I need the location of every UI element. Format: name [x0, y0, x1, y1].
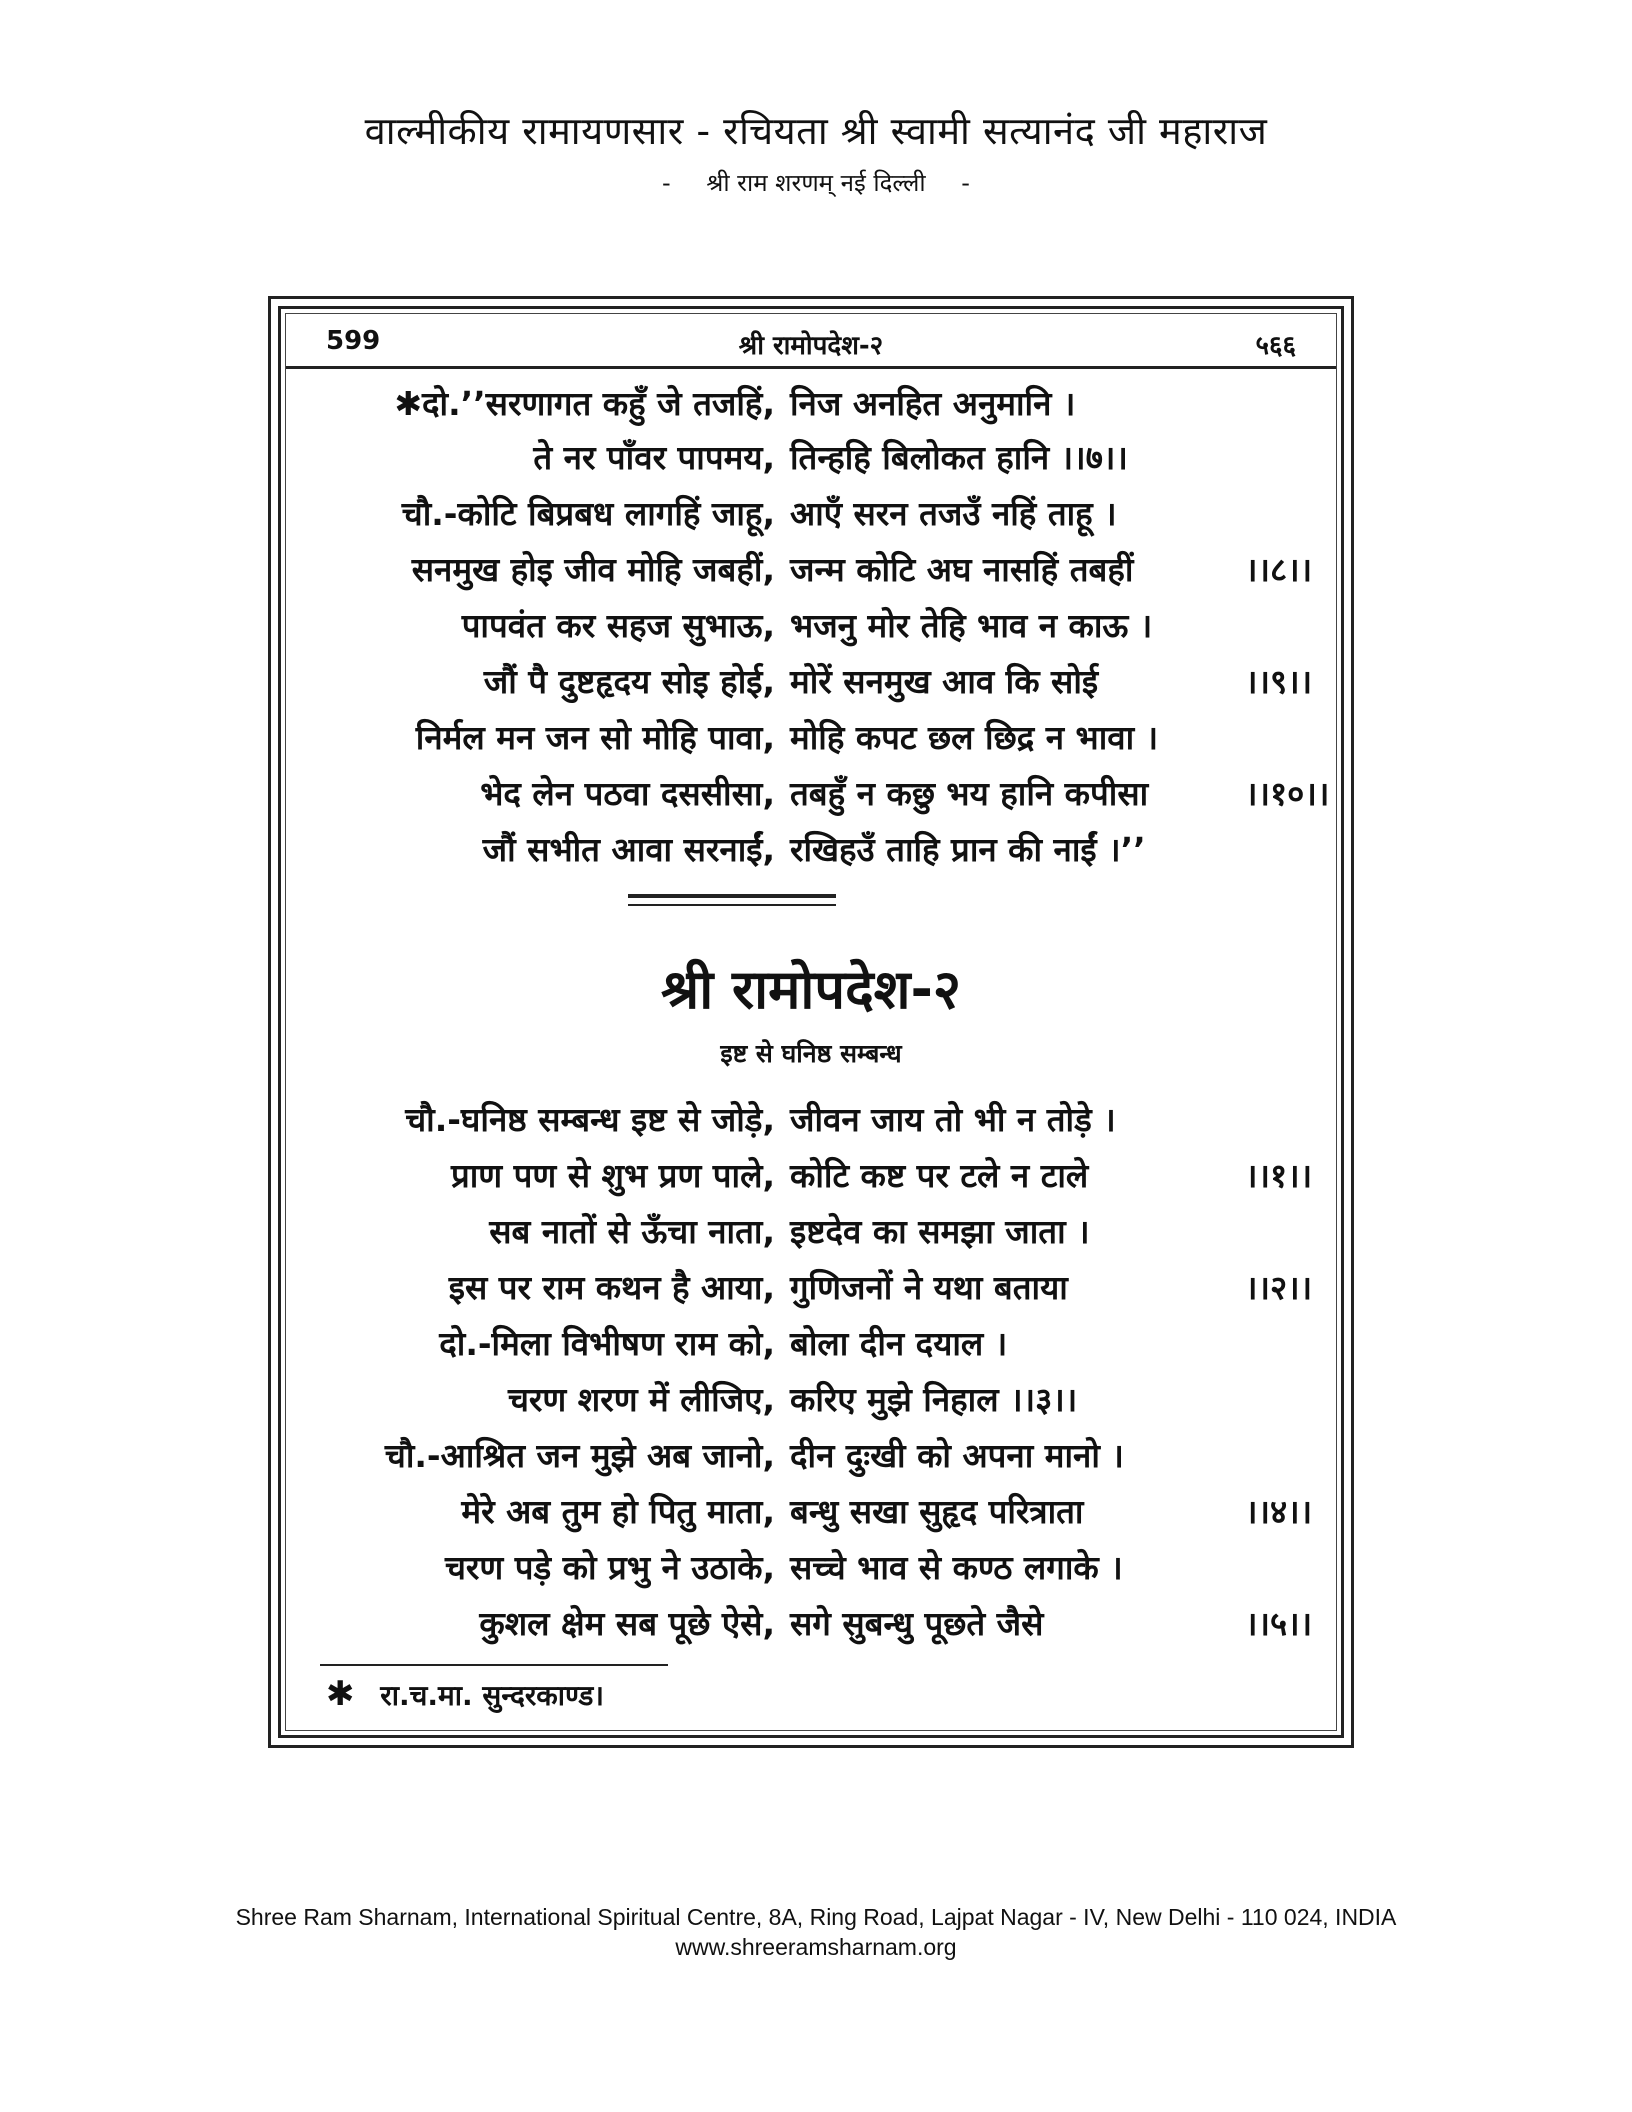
verse-left: मेरे अब तुम हो पितु माता, [461, 1492, 775, 1531]
footer-address: Shree Ram Sharnam, International Spiritual Centre, 8A, Ring Road, Lajpat Nagar - IV, New Delhi - 110 024, INDIA [235, 1904, 1397, 1930]
verse-right: सगे सुबन्धु पूछते जैसे [790, 1604, 1044, 1643]
verse-right: भजनु मोर तेहि भाव न काऊ । [790, 606, 1153, 645]
verse-right: दीन दुःखी को अपना मानो । [790, 1436, 1124, 1475]
verse-right: तिन्हहि बिलोकत हानि ।।७।। [790, 438, 1128, 477]
footer-url[interactable]: www.shreeramsharnam.org [675, 1934, 957, 1960]
verse-left: सब नातों से ऊँचा नाता, [489, 1212, 775, 1251]
verse-right: सच्चे भाव से कण्ठ लगाके । [790, 1548, 1123, 1587]
subtitle-text: श्री राम शरणम् नई दिल्ली [706, 169, 926, 197]
verse-left: इस पर राम कथन है आया, [448, 1268, 775, 1307]
section-title: श्री रामोपदेश-२ [661, 958, 961, 1021]
verse-left: निर्मल मन जन सो मोहि पावा, [415, 718, 775, 757]
verse-right: इष्टदेव का समझा जाता । [790, 1212, 1090, 1251]
verse-left: ते नर पाँवर पापमय, [533, 438, 775, 477]
verse-number: ।।८।। [1245, 550, 1313, 589]
verse-right: गुणिजनों ने यथा बताया [790, 1268, 1068, 1307]
verse-left: जौं सभीत आवा सरनाईं, [482, 830, 775, 869]
section-divider-thin [628, 904, 836, 906]
verse-line [0, 770, 1632, 820]
verse-right: तबहुँ न कछु भय हानि कपीसा [790, 774, 1149, 813]
verse-right: आएँ सरन तजउँ नहिं ताहू । [790, 494, 1117, 533]
verse-right: मोहि कपट छल छिद्र न भावा । [790, 718, 1159, 757]
section-subtitle: इष्ट से घनिष्ठ सम्बन्ध [720, 1039, 902, 1068]
verse-left: कुशल क्षेम सब पूछे ऐसे, [479, 1604, 775, 1643]
verse-left: भेद लेन पठवा दससीसा, [480, 774, 775, 813]
verse-right: निज अनहित अनुमानि । [790, 384, 1076, 423]
verse-left: चौ.-आश्रित जन मुझे अब जानो, [384, 1436, 775, 1475]
verse-number: ।।९।। [1245, 662, 1313, 701]
verse-line [0, 1600, 1632, 1650]
verse-left: पापवंत कर सहज सुभाऊ, [461, 606, 775, 645]
verse-line [0, 1376, 1632, 1426]
verse-left: जौं पै दुष्टहृदय सोइ होई, [483, 662, 775, 701]
footnote [326, 1674, 604, 1714]
verse-left: चरण पड़े को प्रभु ने उठाके, [444, 1548, 775, 1587]
verse-line [0, 602, 1632, 652]
document-header-subtitle [0, 166, 1632, 199]
verse-left: दो.-मिला विभीषण राम को, [439, 1324, 775, 1363]
verse-line [0, 1544, 1632, 1594]
verse-line [0, 546, 1632, 596]
verse-line [0, 826, 1632, 876]
verse-right: जन्म कोटि अघ नासहिं तबहीं [790, 550, 1134, 589]
footnote-text: रा.च.मा. सुन्दरकाण्ड। [380, 1679, 604, 1712]
verse-line [0, 1208, 1632, 1258]
verse-line [0, 1264, 1632, 1314]
verse-line [0, 658, 1632, 708]
verse-left: ✱दो.’’सरणागत कहुँ जे तजहिं, [394, 384, 775, 423]
verse-line [0, 714, 1632, 764]
asterisk-icon: ✱ [326, 1674, 355, 1714]
subtitle-dash-right: - [961, 169, 970, 197]
subtitle-dash-left: - [662, 169, 671, 197]
page-number-devanagari: ५६६ [1255, 331, 1296, 361]
verse-right: करिए मुझे निहाल ।।३।। [790, 1380, 1078, 1419]
verse-right: रखिहउँ ताहि प्रान की नाईं ।’’ [790, 830, 1146, 869]
verse-line [0, 1320, 1632, 1370]
verse-left: चौ.-घनिष्ठ सम्बन्ध इष्ट से जोड़े, [405, 1100, 775, 1139]
verse-line [0, 434, 1632, 484]
verse-right: कोटि कष्ट पर टले न टाले [790, 1156, 1089, 1195]
verse-number: ।।५।। [1245, 1604, 1313, 1643]
verse-right: बन्धु सखा सुहृद परित्राता [790, 1492, 1084, 1531]
running-head [286, 324, 1336, 364]
verse-line [0, 1152, 1632, 1202]
verse-left: सनमुख होइ जीव मोहि जबहीं, [411, 550, 775, 589]
verse-number: ।।१०।। [1245, 774, 1330, 813]
verse-number: ।।४।। [1245, 1492, 1313, 1531]
verse-left: चौ.-कोटि बिप्रबध लागहिं जाहू, [401, 494, 775, 533]
verse-left: चरण शरण में लीजिए, [507, 1380, 775, 1419]
verse-line [0, 1488, 1632, 1538]
footnote-rule [320, 1664, 668, 1666]
section-divider-thick [628, 894, 836, 898]
verse-line [0, 490, 1632, 540]
document-header-title: वाल्मीकीय रामायणसार - रचियता श्री स्वामी सत्यानंद जी महाराज [364, 109, 1268, 153]
verse-line [0, 1432, 1632, 1482]
verse-number: ।।२।। [1245, 1268, 1313, 1307]
verse-line [0, 1096, 1632, 1146]
verse-number: ।।१।। [1245, 1156, 1313, 1195]
verse-left: प्राण पण से शुभ प्रण पाले, [450, 1156, 775, 1195]
running-head-rule [286, 366, 1336, 369]
page-number-arabic: 599 [326, 326, 381, 356]
running-head-title: श्री रामोपदेश-२ [738, 331, 884, 361]
verse-right: जीवन जाय तो भी न तोड़े । [790, 1100, 1116, 1139]
verse-line [0, 380, 1632, 430]
verse-right: बोला दीन दयाल । [790, 1324, 1008, 1363]
verse-right: मोरें सनमुख आव कि सोई [790, 662, 1099, 701]
